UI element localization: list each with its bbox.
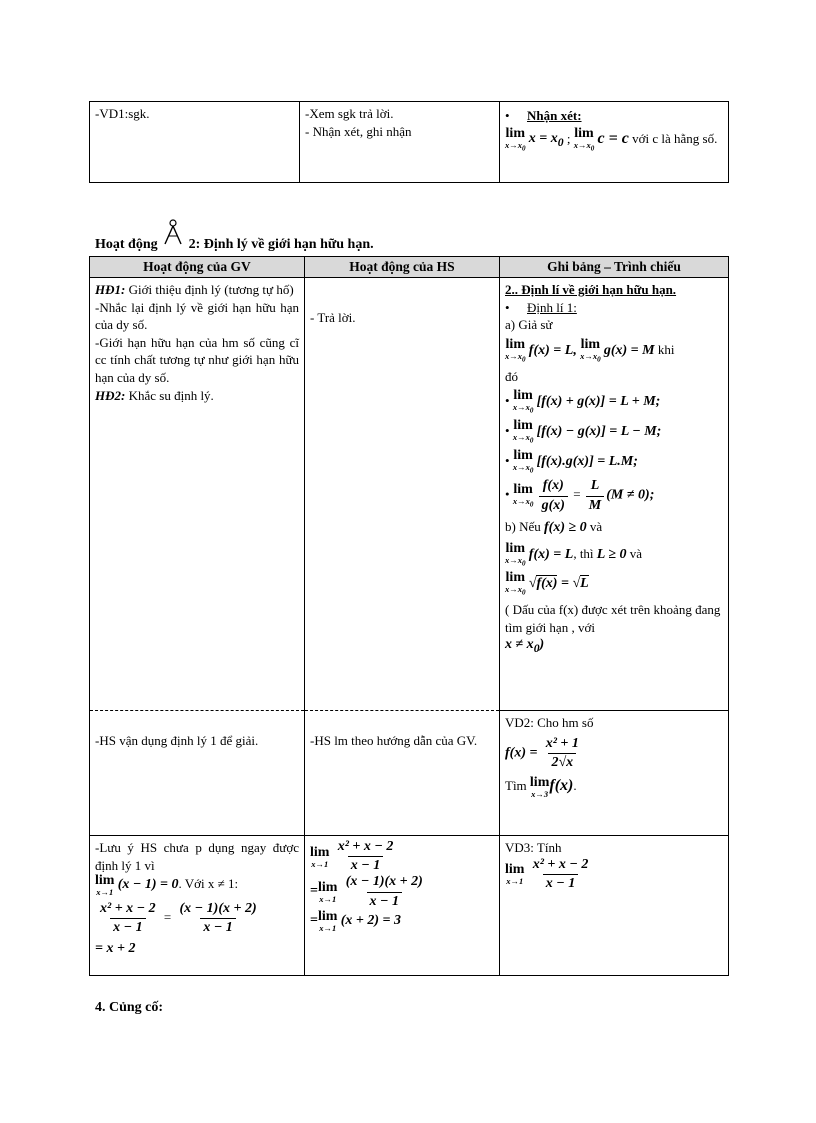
row1-hs xyxy=(305,278,500,711)
hs-line-2: - Nhận xét, ghi nhận xyxy=(305,123,412,139)
cell-gv xyxy=(90,102,300,183)
thi-text: , thì xyxy=(573,545,594,561)
row2-ghibang xyxy=(500,711,729,836)
theorem-label: Định lí 1: xyxy=(527,299,577,315)
table-row xyxy=(90,836,729,976)
formula-gv-result: = x + 2 xyxy=(95,941,136,956)
table-row xyxy=(90,102,729,183)
section-heading xyxy=(95,218,374,253)
khi-text: khi xyxy=(657,341,675,357)
hd1-label: HĐ1: xyxy=(95,282,126,298)
heading-suffix: 2: Định lý về giới hạn hữu hạn. xyxy=(188,237,374,252)
do-text: đó xyxy=(505,368,518,384)
vd1-text: -VD1:sgk. xyxy=(95,106,150,121)
header-hs: Hoạt động của HS xyxy=(305,257,500,278)
formula-diff: • lim $x\to x_0$ [f(x) − g(x)] = L − M; xyxy=(505,417,662,445)
row1-gv xyxy=(90,278,305,711)
formula-vd2: f(x) = $\frac{\text{x² + 1}}{2√x}$ xyxy=(505,735,579,770)
tim-text: Tìm xyxy=(505,777,527,793)
table-row xyxy=(90,278,729,711)
table-header-row xyxy=(90,257,729,278)
table-row xyxy=(90,711,729,836)
cell-hs xyxy=(300,102,500,183)
va-text: và xyxy=(589,518,603,534)
row3-hs xyxy=(305,836,500,976)
formula-vd3: lim x→1 $\frac{\text{x² + x − 2}}{x - 1}$ xyxy=(505,856,589,891)
heading-prefix: Hoạt động xyxy=(95,237,158,252)
theorem-section-title: 2.. Định lí về giới hạn hữu hạn. xyxy=(505,282,677,298)
nhan-xet-tail: với c là hằng số. xyxy=(632,130,718,146)
hs-lam-theo: -HS lm theo hướng dẫn của GV. xyxy=(310,733,478,749)
formula-hs-2: = lim x→1 $\frac{(x - 1)(x + 2)}{x - 1}$ xyxy=(310,874,423,909)
row3-ghibang xyxy=(500,836,729,976)
nhan-xet-title: Nhận xét: xyxy=(527,108,582,123)
formula-vd2-find: Tìm lim x→3 f(x). xyxy=(505,774,577,799)
row2-gv xyxy=(90,711,305,836)
formula-prod: • lim $x\to x_0$ [f(x).g(x)] = L.M; xyxy=(505,447,638,475)
part-b-label: b) Nếu xyxy=(505,518,541,534)
compass-icon xyxy=(161,218,185,253)
formula-gv-lim: lim x→1 (x − 1) = 0. Với x ≠ 1: xyxy=(95,873,239,898)
formula-sum: • lim $x\to x_0$ [f(x) + g(x)] = L + M; xyxy=(505,388,661,415)
formula-sqrt: lim $x\to x_0$ √f(x) = √L xyxy=(505,570,589,597)
row2-hs xyxy=(305,711,500,836)
vd3-label: VD3: Tính xyxy=(505,840,562,856)
section-cung-co: 4. Củng cố: xyxy=(95,1000,164,1015)
hd2-text: Khắc su định lý. xyxy=(128,387,214,403)
va-text-2: và xyxy=(629,545,643,561)
formula-hs-3: = lim x→1 (x + 2) = 3 xyxy=(310,908,401,933)
hs-tra-loi: - Trả lời. xyxy=(310,310,356,326)
vd2-label: VD2: Cho hm số xyxy=(505,715,594,731)
gv-line-3: -Giới hạn hữu hạn của hm số cũng cĩ cc tính chất tương tự như giới hạn hữu hạn của dy số. xyxy=(95,334,299,385)
hs-line-1: -Xem sgk trả lời. xyxy=(305,106,394,121)
cell-ghibang: • Nhận xét: lim $x\to x_0$ $x = x_0$ ; lim $x\to x_0$ c = c với c là hằng số. xyxy=(500,102,729,183)
part-a: a) Giả sử xyxy=(505,317,553,333)
x-neq-x0: $x \ne x_0$) xyxy=(505,637,545,655)
formula-b1: lim $x\to x_0$ f(x) = L, thì L ≥ 0 và xyxy=(505,540,643,568)
header-gv: Hoạt động của GV xyxy=(90,257,305,278)
gv-luu-y: -Lưu ý HS chưa p dụng ngay được định lý 1 vì xyxy=(95,840,299,873)
row3-gv xyxy=(90,836,305,976)
row1-ghibang: 2.. Định lí về giới hạn hữu hạn. • Định lí 1: a) Giả sử lim $x\to x_0$ f(x) = L, lim $x\to x_0$ g(x) = M khi đó • lim $x\to x_0$ [f(x) + g(x)] = L + M; • lim $x\to x_0$ [f(x) − g(x)] = L − M; • lim $x\to x_0$ [f(x).g(x)] = L.M; • lim $x\to x_0$ $\frac{f(x)}{g(x)}$ = $\frac{L}{M}$ (M ≠ 0); b) Nếu f(x) ≥ 0 và lim $x\to x_0$ f(x) = L, thì L ≥ 0 và lim $x\to x_0$ √f(x) = √L ( Dấu của f(x) được xét trên khoảng đang tìm giới hạn , với $x \ne x_0$) xyxy=(500,278,729,711)
part-b: b) Nếu f(x) ≥ 0 và xyxy=(505,518,603,535)
sign-note: ( Dấu của f(x) được xét trên khoảng đang tìm giới hạn , với xyxy=(505,602,721,635)
hd2-label: HĐ2: xyxy=(95,387,126,403)
formula-hs-1: lim x→1 $\frac{\text{x² + x − 2}}{x - 1}$ xyxy=(310,839,394,874)
formula-quot: • lim $x\to x_0$ $\frac{f(x)}{g(x)}$ = $\frac{L}{M}$ (M ≠ 0); xyxy=(505,478,655,513)
formula-assume: lim $x\to x_0$ f(x) = L, lim $x\to x_0$ g(x) = M khi xyxy=(505,336,675,364)
table-activities xyxy=(89,256,729,976)
gv-line-2: -Nhắc lại định lý về giới hạn hữu hạn của dy số. xyxy=(95,299,299,333)
limit-formula-1: lim $x\to x_0$ $x = x_0$ ; lim $x\to x_0$ c = c với c là hằng số. xyxy=(505,125,718,153)
voi-text: . Với x ≠ 1: xyxy=(178,876,239,892)
header-ghibang: Ghi bảng – Trình chiếu xyxy=(500,257,729,278)
formula-gv-frac: $\frac{\text{x² + x − 2}}{x - 1}$ = $\frac{(x - 1)(x + 2)}{x - 1}$ xyxy=(100,900,257,935)
gv-van-dung: -HS vận dụng định lý 1 để giải. xyxy=(95,733,259,749)
hd1-text: Giới thiệu định lý (tương tự hố) xyxy=(128,282,294,298)
table-vd1 xyxy=(89,101,729,183)
